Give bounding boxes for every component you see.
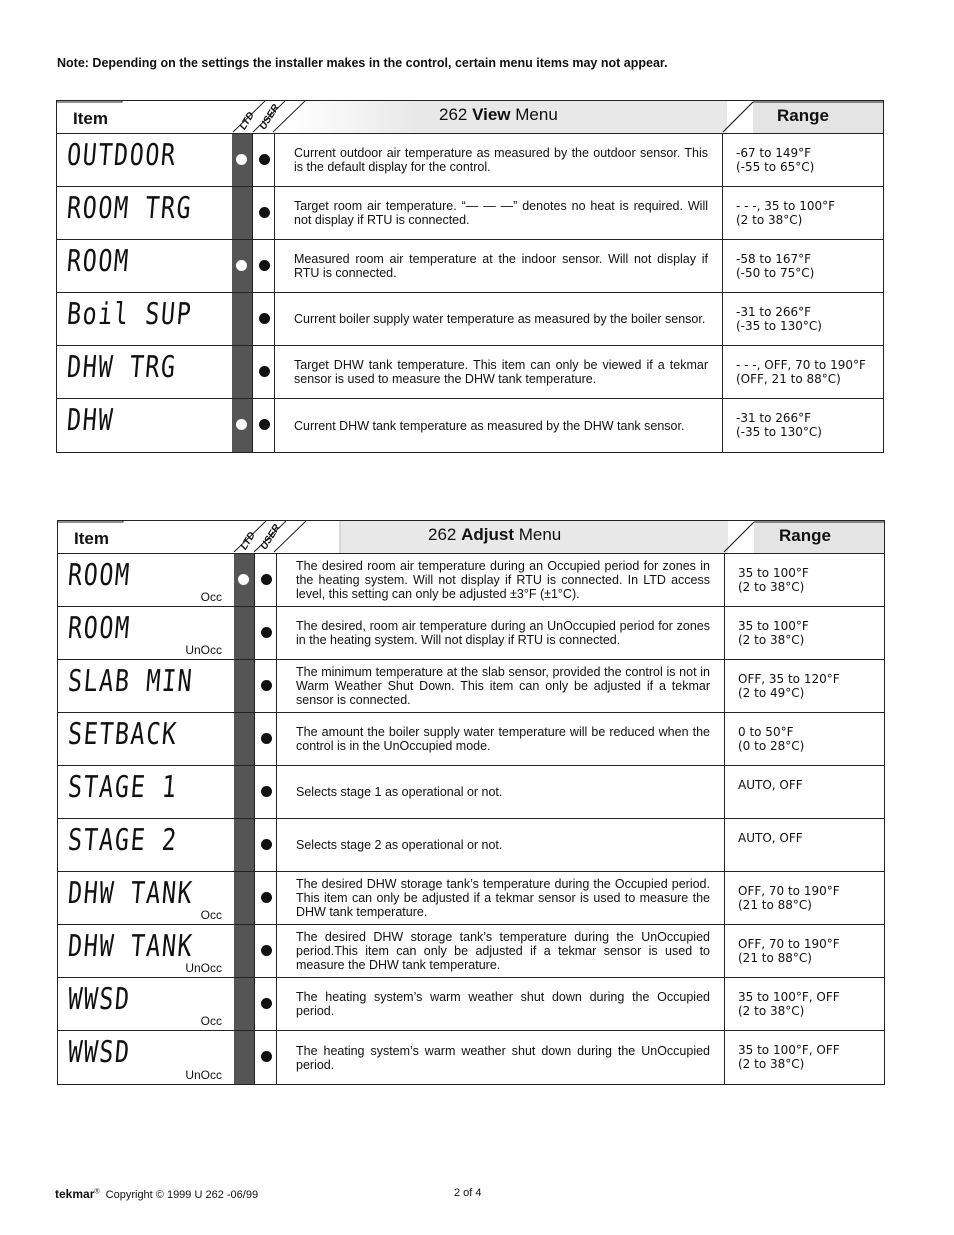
- user-column-header: USER: [257, 102, 282, 132]
- ltd-column-header: LTD: [237, 110, 257, 132]
- item-range: 35 to 100°F (2 to 38°C): [738, 565, 809, 594]
- view-menu-title: 262 View Menu: [439, 105, 558, 124]
- lcd-display-text: OUTDOOR: [65, 138, 178, 173]
- range-column-divider: [724, 554, 725, 606]
- range-column-divider: [724, 660, 725, 712]
- ltd-access-column: [232, 293, 252, 345]
- adjust-table-header: [58, 521, 884, 554]
- lcd-display-text: STAGE 2: [66, 823, 179, 858]
- lcd-display-text: ROOM: [65, 244, 132, 279]
- ltd-access-column: [234, 766, 254, 818]
- range-column-divider: [724, 925, 725, 977]
- table-row: [57, 187, 883, 240]
- range-column-divider: [724, 819, 725, 871]
- lcd-display-text: ROOM TRG: [65, 191, 194, 226]
- period-label: Occ: [200, 908, 222, 922]
- item-range: 35 to 100°F (2 to 38°C): [738, 618, 809, 647]
- item-description: The desired room air temperature during an Occupied period for zones in the heating system. Will not display if RTU is connected. In LTD access level, this setting can only be adjusted ±3°F (±1°C).: [296, 559, 710, 601]
- table-row: [58, 872, 884, 925]
- user-access-dot-icon: [261, 1051, 272, 1062]
- item-range: OFF, 70 to 190°F (21 to 88°C): [738, 883, 840, 912]
- ltd-access-dot-icon: [238, 574, 249, 585]
- user-column-header: USER: [258, 522, 283, 552]
- brand-logo: tekmar: [55, 1187, 95, 1201]
- ltd-access-column: [232, 346, 252, 398]
- table-row: [58, 819, 884, 872]
- user-access-dot-icon: [259, 419, 270, 430]
- user-access-dot-icon: [259, 366, 270, 377]
- footer-copyright: tekmar® Copyright © 1999 U 262 -06/99: [55, 1187, 259, 1201]
- item-description: Target room air temperature. “— — —” denotes no heat is required. Will not display if RTU is connected.: [294, 199, 708, 227]
- ltd-access-column: [232, 187, 252, 239]
- item-description: Measured room air temperature at the indoor sensor. Will not display if RTU is connected.: [294, 252, 708, 280]
- user-access-dot-icon: [261, 786, 272, 797]
- item-description: The heating system’s warm weather shut down during the UnOccupied period.: [296, 1043, 710, 1072]
- lcd-display-text: SETBACK: [66, 717, 179, 752]
- table-row: [58, 766, 884, 819]
- lcd-display-text: DHW TANK: [66, 929, 195, 964]
- ltd-access-column: [234, 660, 254, 712]
- ltd-access-column: [234, 978, 254, 1030]
- table-row: [58, 660, 884, 713]
- item-description: Target DHW tank temperature. This item can only be viewed if a tekmar sensor is used to measure the DHW tank temperature.: [294, 358, 708, 386]
- period-label: UnOcc: [185, 961, 222, 975]
- lcd-display-text: WWSD: [66, 1035, 133, 1070]
- ltd-access-dot-icon: [236, 260, 247, 271]
- item-range: -31 to 266°F (-35 to 130°C): [736, 304, 822, 333]
- table-row: [57, 134, 883, 187]
- user-access-dot-icon: [261, 574, 272, 585]
- item-description: The heating system’s warm weather shut down during the Occupied period.: [296, 990, 710, 1018]
- item-description: The desired DHW storage tank’s temperature during the Occupied period. This item can only be adjusted if a tekmar sensor is used to measure the DHW tank temperature.: [296, 877, 710, 919]
- item-range: -31 to 266°F (-35 to 130°C): [736, 410, 822, 439]
- item-range: OFF, 70 to 190°F (21 to 88°C): [738, 936, 840, 965]
- lcd-display-text: SLAB MIN: [66, 664, 195, 699]
- lcd-display-text: WWSD: [66, 982, 133, 1017]
- user-access-dot-icon: [259, 313, 270, 324]
- user-access-dot-icon: [261, 680, 272, 691]
- table-row: [58, 1031, 884, 1084]
- item-description: Current boiler supply water temperature as measured by the boiler sensor.: [294, 312, 706, 326]
- item-description: The minimum temperature at the slab sensor, provided the control is not in Warm Weather Shut Down. This item can only be adjusted if a tekmar sensor is connected.: [296, 665, 710, 707]
- table-row: [58, 925, 884, 978]
- range-column-divider: [724, 766, 725, 818]
- range-column-divider: [722, 346, 723, 398]
- period-label: Occ: [200, 590, 222, 604]
- lcd-display-text: DHW TANK: [66, 876, 195, 911]
- item-description: The desired DHW storage tank’s temperature during the UnOccupied period.This item can only be adjusted if a tekmar sensor is used to measure the DHW tank temperature.: [296, 930, 710, 972]
- ltd-access-column: [234, 713, 254, 765]
- item-range: OFF, 35 to 120°F (2 to 49°C): [738, 671, 840, 700]
- table-row: [57, 293, 883, 346]
- user-access-dot-icon: [261, 892, 272, 903]
- ltd-access-column: [234, 925, 254, 977]
- lcd-display-text: DHW TRG: [65, 350, 178, 385]
- ltd-access-dot-icon: [236, 419, 247, 430]
- table-row: [58, 554, 884, 607]
- lcd-display-text: Boil SUP: [65, 297, 194, 332]
- range-column-divider: [724, 607, 725, 659]
- view-menu-table: [56, 100, 884, 453]
- range-column-divider: [724, 872, 725, 924]
- range-column-divider: [722, 187, 723, 239]
- range-column-header: Range: [777, 106, 829, 125]
- ltd-access-dot-icon: [236, 154, 247, 165]
- table-row: [58, 713, 884, 766]
- item-range: 0 to 50°F (0 to 28°C): [738, 724, 805, 753]
- user-access-dot-icon: [259, 260, 270, 271]
- lcd-display-text: ROOM: [66, 611, 133, 646]
- user-access-dot-icon: [259, 207, 270, 218]
- view-table-header: [57, 101, 883, 134]
- user-access-dot-icon: [261, 627, 272, 638]
- table-row: [57, 240, 883, 293]
- ltd-access-column: [234, 819, 254, 871]
- ltd-access-column: [234, 1031, 254, 1084]
- range-column-divider: [722, 293, 723, 345]
- table-row: [58, 607, 884, 660]
- page-number: 2 of 4: [454, 1187, 482, 1199]
- range-column-divider: [722, 399, 723, 452]
- period-label: UnOcc: [185, 1068, 222, 1082]
- item-description: Current DHW tank temperature as measured by the DHW tank sensor.: [294, 418, 685, 433]
- item-description: Selects stage 1 as operational or not.: [296, 785, 503, 799]
- menu-note: Note: Depending on the settings the installer makes in the control, certain menu items may not appear.: [57, 56, 668, 70]
- item-range: -58 to 167°F (-50 to 75°C): [736, 251, 815, 280]
- item-range: 35 to 100°F, OFF (2 to 38°C): [738, 1042, 840, 1071]
- item-description: The desired, room air temperature during an UnOccupied period for zones in the heating system. Will not display if RTU is connected.: [296, 619, 710, 647]
- item-range: AUTO, OFF: [738, 777, 803, 792]
- item-description: Selects stage 2 as operational or not.: [296, 838, 503, 852]
- item-description: Current outdoor air temperature as measured by the outdoor sensor. This is the default display for the control.: [294, 146, 708, 174]
- item-range: AUTO, OFF: [738, 830, 803, 845]
- item-column-header: Item: [74, 529, 109, 548]
- ltd-access-column: [234, 607, 254, 659]
- range-column-divider: [722, 240, 723, 292]
- lcd-display-text: STAGE 1: [66, 770, 179, 805]
- item-column-header: Item: [73, 109, 108, 128]
- lcd-display-text: ROOM: [66, 558, 133, 593]
- ltd-column-header: LTD: [238, 530, 258, 552]
- item-range: -67 to 149°F (-55 to 65°C): [736, 145, 815, 174]
- period-label: Occ: [200, 1014, 222, 1028]
- lcd-display-text: DHW: [65, 403, 116, 438]
- item-range: 35 to 100°F, OFF (2 to 38°C): [738, 989, 840, 1018]
- adjust-menu-table: [57, 520, 885, 1085]
- range-column-divider: [724, 1031, 725, 1084]
- item-range: - - -, 35 to 100°F (2 to 38°C): [736, 198, 835, 227]
- adjust-menu-title: 262 Adjust Menu: [428, 525, 562, 544]
- table-row: [57, 346, 883, 399]
- user-access-dot-icon: [259, 154, 270, 165]
- user-access-dot-icon: [261, 839, 272, 850]
- item-range: - - -, OFF, 70 to 190°F (OFF, 21 to 88°C): [736, 357, 866, 386]
- item-description: The amount the boiler supply water temperature will be reduced when the control is in the UnOccupied mode.: [296, 725, 710, 753]
- range-column-header: Range: [779, 526, 831, 545]
- table-row: [57, 399, 883, 452]
- range-column-divider: [722, 134, 723, 186]
- user-access-dot-icon: [261, 998, 272, 1009]
- range-column-divider: [724, 713, 725, 765]
- table-row: [58, 978, 884, 1031]
- ltd-access-column: [234, 872, 254, 924]
- user-access-dot-icon: [261, 945, 272, 956]
- period-label: UnOcc: [185, 643, 222, 657]
- range-column-divider: [724, 978, 725, 1030]
- user-access-dot-icon: [261, 733, 272, 744]
